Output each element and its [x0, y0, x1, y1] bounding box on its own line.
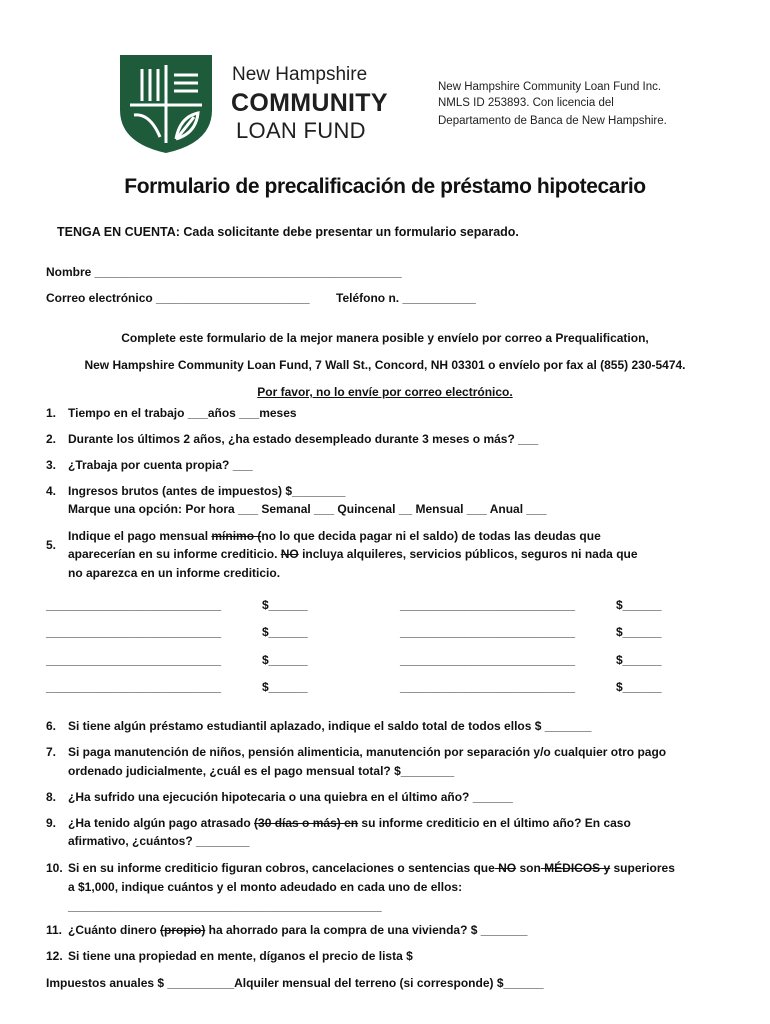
- q10-number: 10.: [46, 861, 63, 875]
- q11-number: 11.: [46, 923, 63, 937]
- debt-amount-line[interactable]: $______: [262, 653, 308, 667]
- brand-line-1: New Hampshire: [232, 64, 368, 85]
- form-title: Formulario de precalificación de préstamo hipotecario: [124, 175, 646, 198]
- q10-text-c: superiores: [610, 861, 675, 875]
- q6-text[interactable]: Si tiene algún préstamo estudiantil aplazado, indique el saldo total de todos ellos $ _______: [68, 719, 592, 733]
- taxes-rent-line[interactable]: Impuestos anuales $ __________Alquiler mensual del terreno (si corresponde) $______: [46, 976, 544, 990]
- q11-text-b: ha ahorrado para la compra de una vivienda? $ _______: [205, 923, 528, 937]
- debt-name-line[interactable]: ___________________________: [46, 598, 221, 612]
- debt-amount-line[interactable]: $______: [262, 680, 308, 694]
- debt-amount-line[interactable]: $______: [262, 625, 308, 639]
- q9-line-1: [68, 816, 631, 830]
- debt-amount-line[interactable]: $______: [616, 680, 662, 694]
- debt-name-line[interactable]: ___________________________: [400, 653, 575, 667]
- q12-number: 12.: [46, 949, 63, 963]
- q5-number: 5.: [46, 538, 57, 552]
- q11-strike: (propio): [160, 923, 206, 937]
- debt-name-line[interactable]: ___________________________: [400, 625, 575, 639]
- q5-strike-a: mínimo (: [211, 529, 262, 543]
- q2-number: 2.: [46, 432, 57, 446]
- q7-number: 7.: [46, 745, 57, 759]
- q8-number: 8.: [46, 790, 57, 804]
- q5-line-2: [68, 547, 638, 561]
- instructions-line-3: Por favor, no lo envíe por correo electrónico.: [257, 385, 513, 399]
- debt-amount-line[interactable]: $______: [262, 598, 308, 612]
- q11-text-a: ¿Cuánto dinero: [68, 923, 160, 937]
- debt-amount-line[interactable]: $______: [616, 598, 662, 612]
- q3-text[interactable]: ¿Trabaja por cuenta propia? ___: [68, 458, 253, 472]
- phone-field[interactable]: Teléfono n. ___________: [336, 291, 476, 305]
- debt-name-line[interactable]: ___________________________: [46, 680, 221, 694]
- debt-name-line[interactable]: ___________________________: [46, 653, 221, 667]
- q4-frequency[interactable]: Marque una opción: Por hora ___ Semanal ___ Quincenal __ Mensual ___ Anual ___: [68, 502, 547, 516]
- loan-fund-logo-icon: [120, 55, 212, 153]
- instructions-line-2: New Hampshire Community Loan Fund, 7 Wall St., Concord, NH 03301 o envíelo por fax al (855) 230-5474.: [84, 358, 686, 372]
- q10-answer-line[interactable]: _______________________________________________: [68, 899, 382, 913]
- q1-number: 1.: [46, 406, 57, 420]
- q10-line-1: [68, 861, 675, 875]
- q9-number: 9.: [46, 816, 57, 830]
- q5-line-3: no aparezca en un informe crediticio.: [68, 566, 281, 580]
- note: TENGA EN CUENTA: Cada solicitante debe presentar un formulario separado.: [57, 225, 519, 239]
- q2-text[interactable]: Durante los últimos 2 años, ¿ha estado desempleado durante 3 meses o más? ___: [68, 432, 539, 446]
- q7-line-2[interactable]: ordenado judicialmente, ¿cuál es el pago mensual total? $________: [68, 764, 455, 778]
- q10-line-2: a $1,000, indique cuántos y el monto adeudado en cada uno de ellos:: [68, 880, 463, 894]
- q7-line-1: Si paga manutención de niños, pensión alimenticia, manutención por separación y/o cualquier otro pago: [68, 745, 667, 759]
- q10-text-a: Si en su informe crediticio figuran cobros, cancelaciones o sentencias que: [68, 861, 495, 875]
- q10-strike-b: MÉDICOS y: [540, 861, 611, 875]
- q10-text-b: son: [516, 861, 541, 875]
- q9-text-a: ¿Ha tenido algún pago atrasado: [68, 816, 255, 830]
- debt-name-line[interactable]: ___________________________: [400, 680, 575, 694]
- q5-text-b: no lo que decida pagar ni el saldo) de todas las deudas que: [261, 529, 601, 543]
- q9-line-2[interactable]: afirmativo, ¿cuántos? ________: [68, 834, 250, 848]
- q11-text[interactable]: [68, 923, 527, 937]
- debt-name-line[interactable]: ___________________________: [46, 625, 221, 639]
- q12-text[interactable]: Si tiene una propiedad en mente, díganos el precio de lista $: [68, 949, 413, 963]
- q9-strike: (30 días o más) en: [254, 816, 359, 830]
- debt-amount-line[interactable]: $______: [616, 625, 662, 639]
- q5-line-1: [68, 529, 601, 543]
- q5-text-c: aparecerían en su informe crediticio.: [68, 547, 281, 561]
- q4-number: 4.: [46, 484, 57, 498]
- brand-line-3: LOAN FUND: [236, 118, 366, 143]
- q1-text[interactable]: Tiempo en el trabajo ___años ___meses: [68, 406, 297, 420]
- q3-number: 3.: [46, 458, 57, 472]
- info-line-1: New Hampshire Community Loan Fund Inc.: [438, 81, 662, 93]
- q5-text-d: incluya alquileres, servicios públicos, seguros ni nada que: [298, 547, 638, 561]
- q10-strike-a: NO: [494, 861, 517, 875]
- q9-text-b: su informe crediticio en el último año? En caso: [358, 816, 631, 830]
- q5-strike-b: NO: [280, 547, 299, 561]
- q6-number: 6.: [46, 719, 57, 733]
- email-field[interactable]: Correo electrónico _______________________: [46, 291, 310, 305]
- info-line-2: NMLS ID 253893. Con licencia del: [438, 97, 614, 109]
- q8-text[interactable]: ¿Ha sufrido una ejecución hipotecaria o una quiebra en el último año? ______: [68, 790, 513, 804]
- name-field[interactable]: Nombre ______________________________________________: [46, 265, 402, 279]
- q5-text-a: Indique el pago mensual: [68, 529, 212, 543]
- instructions-line-1: Complete este formulario de la mejor manera posible y envíelo por correo a Prequalification,: [121, 331, 649, 345]
- brand-line-2: COMMUNITY: [231, 89, 388, 117]
- q4-income[interactable]: Ingresos brutos (antes de impuestos) $________: [68, 484, 346, 498]
- info-line-3: Departamento de Banca de New Hampshire.: [438, 115, 667, 127]
- debt-name-line[interactable]: ___________________________: [400, 598, 575, 612]
- debt-amount-line[interactable]: $______: [616, 653, 662, 667]
